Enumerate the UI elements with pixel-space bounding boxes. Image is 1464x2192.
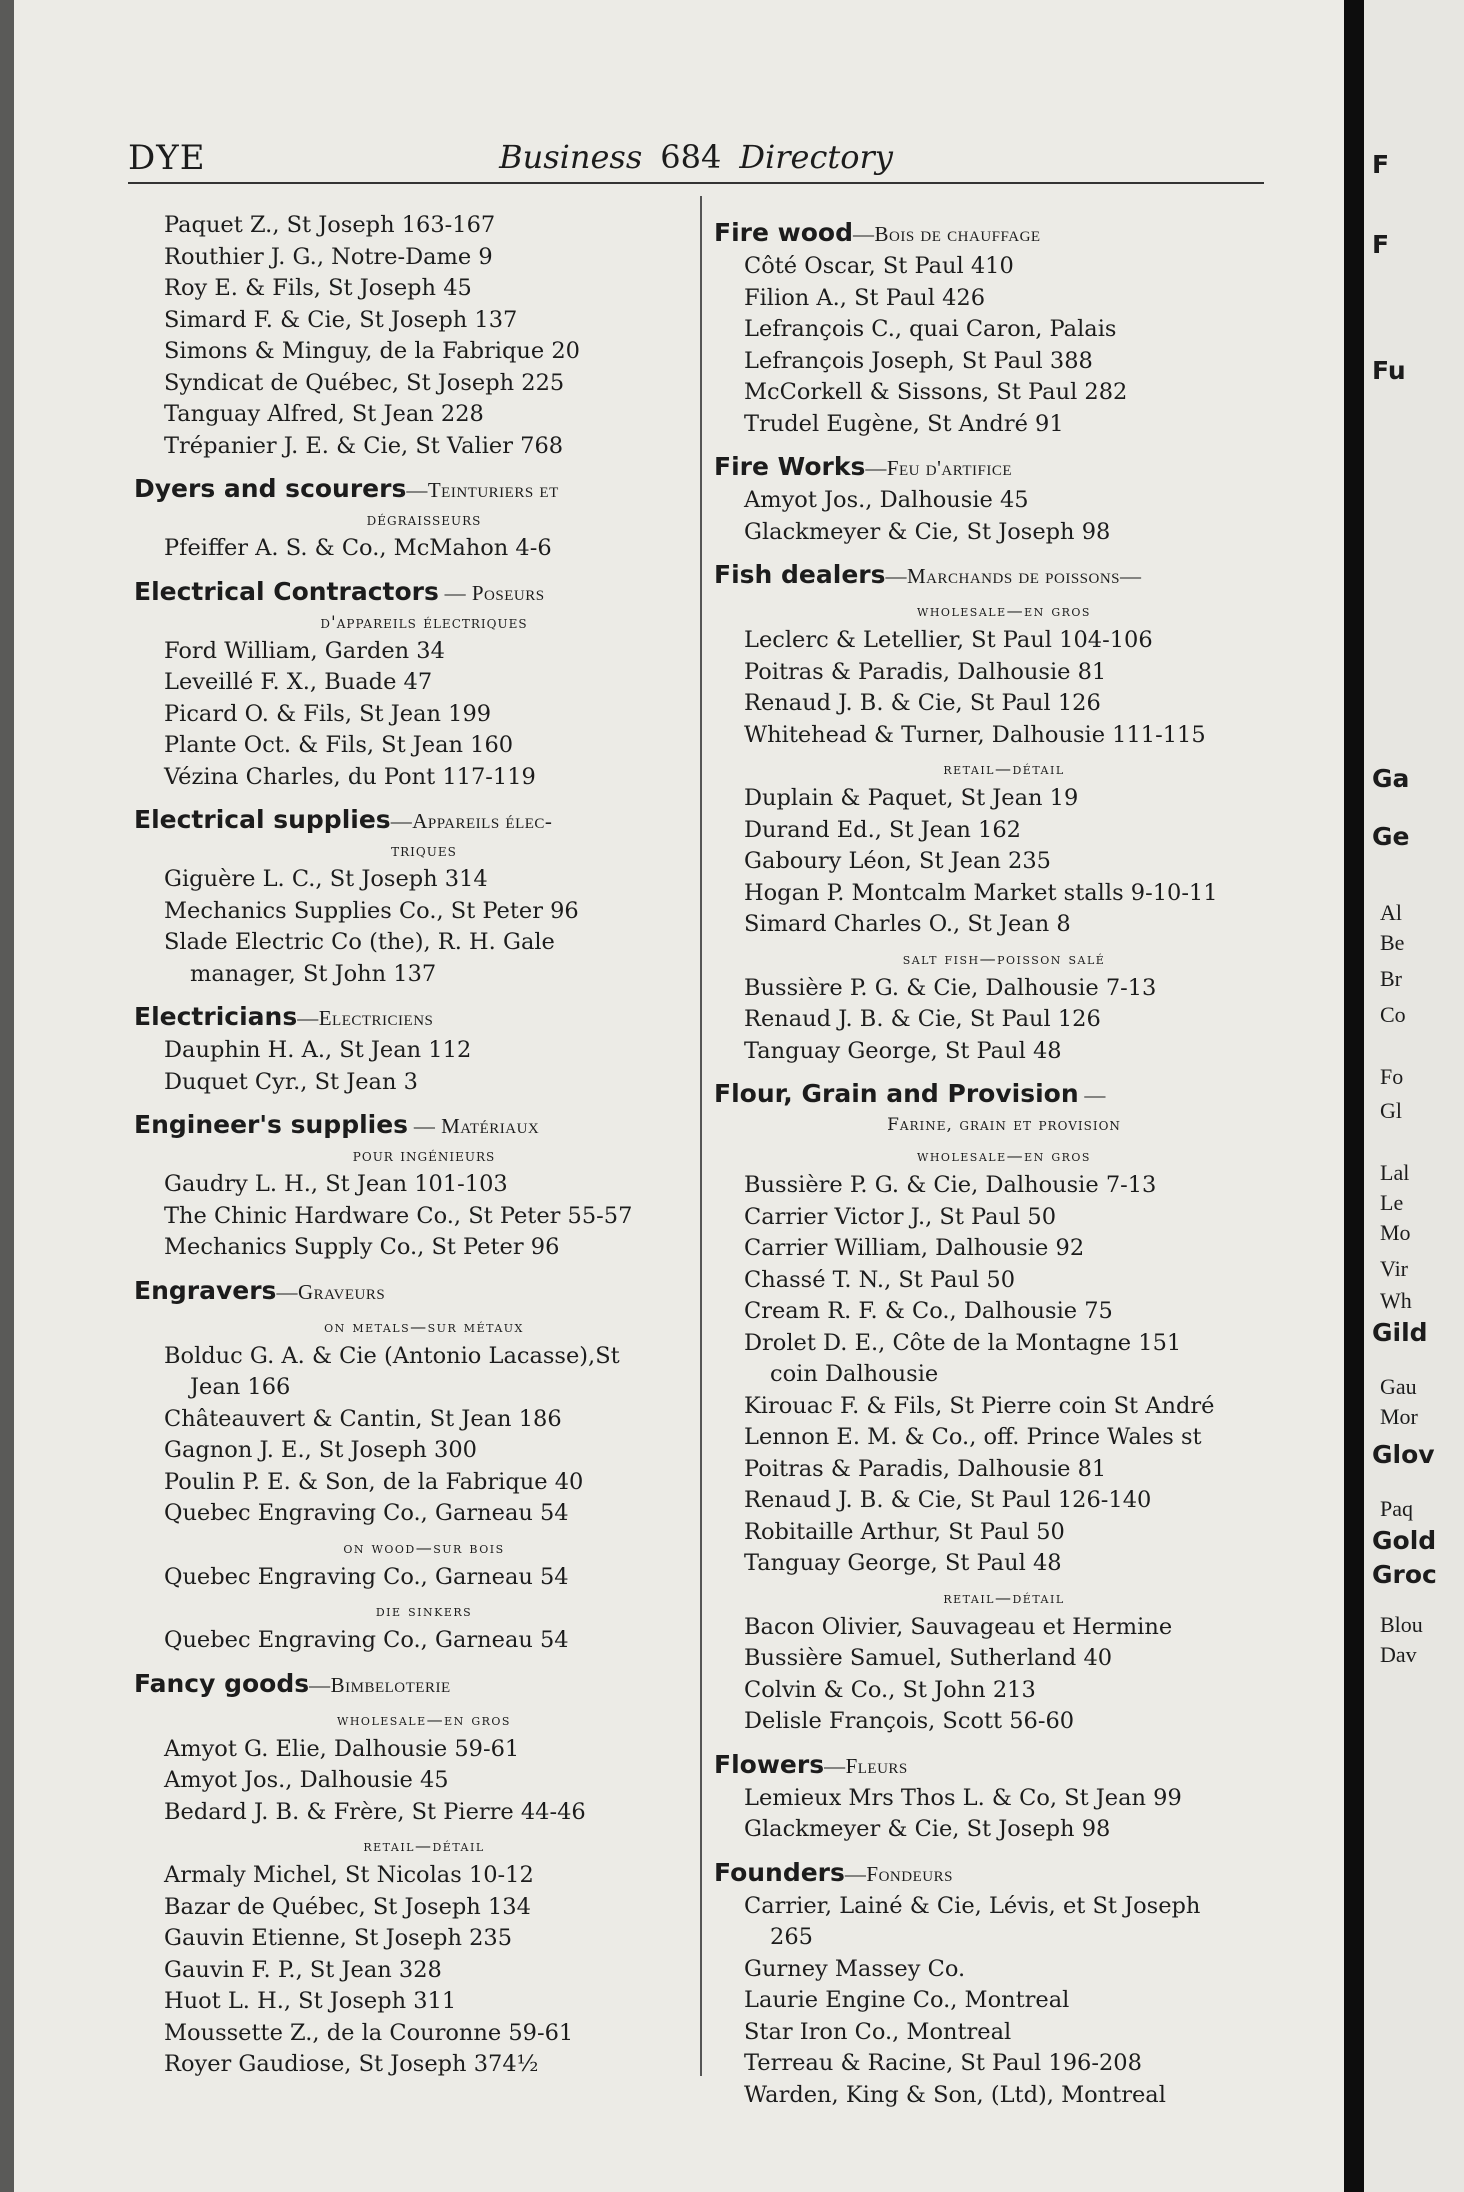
category-heading bbox=[134, 472, 714, 507]
listing-entry: Dauphin H. A., St Jean 112 bbox=[164, 1037, 472, 1063]
listing-entry: Carrier Victor J., St Paul 50 bbox=[744, 1203, 1057, 1230]
listing-entry: Huot L. H., St Joseph 311 bbox=[164, 1988, 457, 2014]
listing-entry: Lennon E. M. & Co., off. Prince Wales st bbox=[744, 1424, 1202, 1450]
listing-entry: Colvin & Co., St John 213 bbox=[744, 1676, 1036, 1703]
facing-page-entry-fragment: Blou bbox=[1380, 1612, 1423, 1637]
facing-page-entry-fragment: Dav bbox=[1380, 1642, 1417, 1667]
listing-entry: Roy E. & Fils, St Joseph 45 bbox=[164, 275, 472, 301]
facing-page-entry-fragment: Fo bbox=[1380, 1064, 1404, 1089]
listing-entry: Gauvin F. P., St Jean 328 bbox=[164, 1956, 442, 1983]
listing-entry: Châteauvert & Cantin, St Jean 186 bbox=[164, 1405, 562, 1432]
category-french-name: —Bimbeloterie bbox=[309, 1672, 451, 1697]
listing-entry: Ford William, Garden 34 bbox=[164, 637, 445, 664]
category-french-name: —Graveurs bbox=[276, 1279, 386, 1304]
subcategory-heading: wholesale—en gros bbox=[917, 601, 1091, 620]
category-heading-continuation: Farine, grain et provision bbox=[887, 1115, 1121, 1135]
listing-entry: Syndicat de Québec, St Joseph 225 bbox=[164, 369, 565, 396]
listing-entry: Bazar de Québec, St Joseph 134 bbox=[164, 1893, 531, 1920]
listing-entry: Warden, King & Son, (Ltd), Montreal bbox=[744, 2081, 1166, 2108]
listing-entry: Hogan P. Montcalm Market stalls 9-10-11 bbox=[744, 879, 1218, 906]
listing-entry: Amyot Jos., Dalhousie 45 bbox=[164, 1767, 449, 1793]
listing-entry-continuation: manager, St John 137 bbox=[190, 960, 437, 987]
header-rule bbox=[128, 182, 1264, 184]
listing-entry: Gauvin Etienne, St Joseph 235 bbox=[164, 1925, 513, 1951]
category-name: Flowers bbox=[714, 1749, 825, 1779]
listing-entry: Simard F. & Cie, St Joseph 137 bbox=[164, 306, 518, 333]
category-french-name: —Marchands de poissons— bbox=[885, 564, 1142, 588]
category-name: Founders bbox=[714, 1857, 845, 1887]
category-heading bbox=[134, 803, 714, 838]
category-french-name: —Bois de chauffage bbox=[852, 222, 1041, 246]
listing-entry: Paquet Z., St Joseph 163-167 bbox=[164, 212, 496, 238]
running-title-left: Business bbox=[499, 138, 643, 176]
subcategory-heading: on wood—sur bois bbox=[343, 1537, 505, 1557]
page-number: 684 bbox=[660, 138, 722, 176]
category-heading bbox=[134, 1108, 714, 1143]
listing-entry: Duquet Cyr., St Jean 3 bbox=[164, 1068, 418, 1095]
facing-page-entry-fragment: Paq bbox=[1380, 1496, 1413, 1521]
listing-entry: Carrier, Lainé & Cie, Lévis, et St Joseph bbox=[744, 1892, 1201, 1919]
listing-entry: Filion A., St Paul 426 bbox=[744, 284, 986, 311]
listing-entry: Bussière P. G. & Cie, Dalhousie 7-13 bbox=[744, 1172, 1157, 1198]
subcategory-heading: die sinkers bbox=[375, 1601, 473, 1620]
listing-entry: Poitras & Paradis, Dalhousie 81 bbox=[744, 658, 1107, 685]
listing-entry: Laurie Engine Co., Montreal bbox=[744, 1987, 1070, 2013]
listing-entry: Leveillé F. X., Buade 47 bbox=[164, 669, 433, 695]
subcategory-heading: on metals—sur métaux bbox=[324, 1316, 524, 1336]
listing-entry-continuation: coin Dalhousie bbox=[770, 1361, 939, 1387]
category-name: Flour, Grain and Provision bbox=[714, 1079, 1079, 1108]
listing-entry: Bussière Samuel, Sutherland 40 bbox=[744, 1645, 1113, 1671]
listing-entry: Glackmeyer & Cie, St Joseph 98 bbox=[744, 1816, 1111, 1842]
listing-entry: Simons & Minguy, de la Fabrique 20 bbox=[164, 338, 580, 364]
category-heading bbox=[134, 1667, 714, 1702]
listing-entry: Whitehead & Turner, Dalhousie 111-115 bbox=[744, 721, 1206, 748]
facing-page-heading-fragment: F bbox=[1372, 150, 1390, 179]
listing-entry: Trudel Eugène, St André 91 bbox=[744, 410, 1064, 437]
category-name: Electrical Contractors bbox=[134, 576, 439, 606]
listing-entry: Poitras & Paradis, Dalhousie 81 bbox=[744, 1455, 1107, 1482]
subcategory-heading: salt fish—poisson salé bbox=[902, 948, 1106, 968]
category-heading bbox=[134, 1274, 714, 1309]
listing-entry: Durand Ed., St Jean 162 bbox=[744, 816, 1021, 843]
category-heading-continuation: d'appareils électriques bbox=[320, 612, 528, 633]
category-name: Electricians bbox=[134, 1002, 298, 1031]
category-heading bbox=[134, 1000, 714, 1035]
category-french-name: —Teinturiers et bbox=[406, 478, 559, 502]
listing-entry: Renaud J. B. & Cie, St Paul 126 bbox=[744, 1006, 1101, 1032]
category-heading bbox=[714, 216, 1294, 251]
page-header bbox=[128, 138, 1264, 182]
listing-entry: Moussette Z., de la Couronne 59-61 bbox=[164, 2019, 574, 2046]
category-heading bbox=[714, 1856, 1294, 1891]
listing-entry: Renaud J. B. & Cie, St Paul 126-140 bbox=[744, 1487, 1152, 1513]
listing-entry: Tanguay George, St Paul 48 bbox=[744, 1037, 1062, 1064]
facing-page-entry-fragment: Gau bbox=[1380, 1374, 1417, 1399]
facing-page-heading-fragment: Glov bbox=[1372, 1440, 1435, 1469]
listing-entry: The Chinic Hardware Co., St Peter 55-57 bbox=[164, 1202, 633, 1229]
category-name: Engravers bbox=[134, 1275, 277, 1305]
listing-entry-continuation: 265 bbox=[770, 1924, 813, 1950]
subcategory-heading: retail—détail bbox=[943, 759, 1065, 778]
facing-page-heading-fragment: Fu bbox=[1372, 356, 1406, 385]
listing-entry: Quebec Engraving Co., Garneau 54 bbox=[164, 1500, 569, 1526]
category-name: Fire wood bbox=[714, 218, 853, 247]
category-heading bbox=[134, 575, 714, 610]
listing-entry-continuation: Jean 166 bbox=[190, 1374, 291, 1400]
listing-entry: Mechanics Supplies Co., St Peter 96 bbox=[164, 897, 579, 924]
listing-entry: Robitaille Arthur, St Paul 50 bbox=[744, 1518, 1065, 1545]
category-heading bbox=[714, 1748, 1294, 1783]
listing-entry: Drolet D. E., Côte de la Montagne 151 bbox=[744, 1329, 1182, 1356]
page-edge-shadow bbox=[0, 0, 14, 2192]
facing-page-entry-fragment: Vir bbox=[1380, 1256, 1409, 1281]
category-name: Engineer's supplies bbox=[134, 1110, 409, 1139]
listing-entry: Chassé T. N., St Paul 50 bbox=[744, 1266, 1016, 1293]
facing-page-entry-fragment: Co bbox=[1380, 1002, 1406, 1027]
section-label: DYE bbox=[128, 138, 206, 178]
category-heading bbox=[714, 1077, 1294, 1112]
facing-page-entry-fragment: Mor bbox=[1380, 1404, 1418, 1429]
left-column bbox=[134, 210, 714, 2081]
subcategory-heading: retail—détail bbox=[943, 1587, 1065, 1607]
category-name: Electrical supplies bbox=[134, 805, 391, 834]
listing-entry: Pfeiffer A. S. & Co., McMahon 4-6 bbox=[164, 535, 552, 561]
category-heading-continuation: pour ingénieurs bbox=[352, 1146, 496, 1166]
listing-entry: Glackmeyer & Cie, St Joseph 98 bbox=[744, 518, 1111, 545]
listing-entry: Carrier William, Dalhousie 92 bbox=[744, 1235, 1085, 1261]
category-heading bbox=[714, 558, 1294, 593]
listing-entry: Renaud J. B. & Cie, St Paul 126 bbox=[744, 690, 1101, 716]
listing-entry: Lefrançois C., quai Caron, Palais bbox=[744, 316, 1117, 342]
listing-entry: Côté Oscar, St Paul 410 bbox=[744, 253, 1014, 279]
facing-page-entry-fragment: Be bbox=[1380, 930, 1405, 955]
listing-entry: Lemieux Mrs Thos L. & Co, St Jean 99 bbox=[744, 1784, 1182, 1811]
facing-page-entry-fragment: Gl bbox=[1380, 1098, 1402, 1123]
category-heading-continuation: dégraisseurs bbox=[366, 510, 482, 530]
listing-entry: Armaly Michel, St Nicolas 10-12 bbox=[164, 1862, 534, 1888]
listing-entry: Gaudry L. H., St Jean 101-103 bbox=[164, 1171, 508, 1197]
category-french-name: —Appareils élec- bbox=[390, 809, 553, 833]
listing-entry: Poulin P. E. & Son, de la Fabrique 40 bbox=[164, 1468, 584, 1495]
listing-entry: Amyot Jos., Dalhousie 45 bbox=[744, 487, 1029, 513]
facing-page-entry-fragment: Al bbox=[1380, 900, 1402, 925]
listing-entry: Routhier J. G., Notre-Dame 9 bbox=[164, 243, 493, 270]
subcategory-heading: wholesale—en gros bbox=[917, 1146, 1091, 1165]
category-heading-continuation: triques bbox=[391, 841, 457, 861]
listing-entry: Cream R. F. & Co., Dalhousie 75 bbox=[744, 1298, 1113, 1324]
listing-entry: Bedard J. B. & Frère, St Pierre 44-46 bbox=[164, 1798, 586, 1825]
listing-entry: Simard Charles O., St Jean 8 bbox=[744, 911, 1071, 937]
category-name: Fish dealers bbox=[714, 560, 886, 589]
listing-entry: Terreau & Racine, St Paul 196-208 bbox=[744, 2050, 1142, 2076]
listing-entry: Gurney Massey Co. bbox=[744, 1955, 966, 1982]
category-french-name: —Electriciens bbox=[297, 1006, 434, 1030]
facing-page-entry-fragment: Le bbox=[1380, 1190, 1404, 1215]
subcategory-heading: wholesale—en gros bbox=[337, 1709, 511, 1729]
book-gutter bbox=[1344, 0, 1364, 2192]
listing-entry: Royer Gaudiose, St Joseph 374½ bbox=[164, 2051, 539, 2077]
listing-entry: Leclerc & Letellier, St Paul 104-106 bbox=[744, 627, 1153, 653]
listing-entry: Amyot G. Elie, Dalhousie 59-61 bbox=[164, 1735, 520, 1762]
listing-entry: Bolduc G. A. & Cie (Antonio Lacasse),St bbox=[164, 1342, 620, 1369]
listing-entry: Tanguay Alfred, St Jean 228 bbox=[164, 401, 484, 427]
listing-entry: Mechanics Supply Co., St Peter 96 bbox=[164, 1234, 560, 1260]
listing-entry: Picard O. & Fils, St Jean 199 bbox=[164, 700, 492, 727]
listing-entry: Plante Oct. & Fils, St Jean 160 bbox=[164, 732, 514, 758]
listing-entry: Lefrançois Joseph, St Paul 388 bbox=[744, 347, 1093, 374]
facing-page-entry-fragment: Wh bbox=[1380, 1288, 1412, 1313]
listing-entry: Quebec Engraving Co., Garneau 54 bbox=[164, 1563, 569, 1590]
facing-page-heading-fragment: Gold bbox=[1372, 1526, 1437, 1555]
listing-entry: Bacon Olivier, Sauvageau et Hermine bbox=[744, 1613, 1173, 1640]
facing-page-entry-fragment: Mo bbox=[1380, 1220, 1411, 1245]
listing-entry: Slade Electric Co (the), R. H. Gale bbox=[164, 929, 555, 955]
category-french-name: —Feu d'artifice bbox=[865, 456, 1012, 480]
facing-page-heading-fragment: Groc bbox=[1372, 1560, 1437, 1589]
category-french-name: —Fleurs bbox=[824, 1753, 908, 1778]
listing-entry: Bussière P. G. & Cie, Dalhousie 7-13 bbox=[744, 974, 1157, 1001]
facing-page-heading-fragment: Ga bbox=[1372, 764, 1410, 793]
facing-page-heading-fragment: Gild bbox=[1372, 1318, 1428, 1347]
category-name: Fire Works bbox=[714, 452, 866, 481]
running-title-right: Directory bbox=[739, 138, 893, 176]
listing-entry: Gagnon J. E., St Joseph 300 bbox=[164, 1437, 477, 1463]
facing-page-heading-fragment: Ge bbox=[1372, 822, 1410, 851]
category-french-name: — Poseurs bbox=[438, 580, 545, 605]
listing-entry: Tanguay George, St Paul 48 bbox=[744, 1550, 1062, 1576]
facing-page-heading-fragment: F bbox=[1372, 230, 1390, 259]
listing-entry: Gaboury Léon, St Jean 235 bbox=[744, 848, 1051, 874]
category-name: Fancy goods bbox=[134, 1668, 310, 1698]
category-french-name: — bbox=[1078, 1083, 1106, 1107]
listing-entry: Delisle François, Scott 56-60 bbox=[744, 1708, 1075, 1734]
category-french-name: —Fondeurs bbox=[844, 1861, 953, 1886]
listing-entry: Trépanier J. E. & Cie, St Valier 768 bbox=[164, 432, 564, 459]
listing-entry: Giguère L. C., St Joseph 314 bbox=[164, 866, 488, 892]
listing-entry: Kirouac F. & Fils, St Pierre coin St André bbox=[744, 1392, 1215, 1419]
category-name: Dyers and scourers bbox=[134, 474, 407, 503]
right-column bbox=[714, 206, 1294, 2111]
facing-page bbox=[1364, 0, 1464, 2192]
listing-entry: Quebec Engraving Co., Garneau 54 bbox=[164, 1627, 569, 1653]
running-title bbox=[128, 138, 1264, 176]
listing-entry: Duplain & Paquet, St Jean 19 bbox=[744, 785, 1079, 811]
facing-page-entry-fragment: Br bbox=[1380, 966, 1402, 991]
category-heading bbox=[714, 450, 1294, 485]
category-french-name: — Matériaux bbox=[408, 1114, 540, 1138]
subcategory-heading: retail—détail bbox=[363, 1836, 485, 1855]
listing-entry: Vézina Charles, du Pont 117-119 bbox=[164, 763, 536, 790]
listing-entry: Star Iron Co., Montreal bbox=[744, 2018, 1012, 2045]
facing-page-entry-fragment: Lal bbox=[1380, 1160, 1410, 1185]
listing-entry: McCorkell & Sissons, St Paul 282 bbox=[744, 379, 1128, 405]
